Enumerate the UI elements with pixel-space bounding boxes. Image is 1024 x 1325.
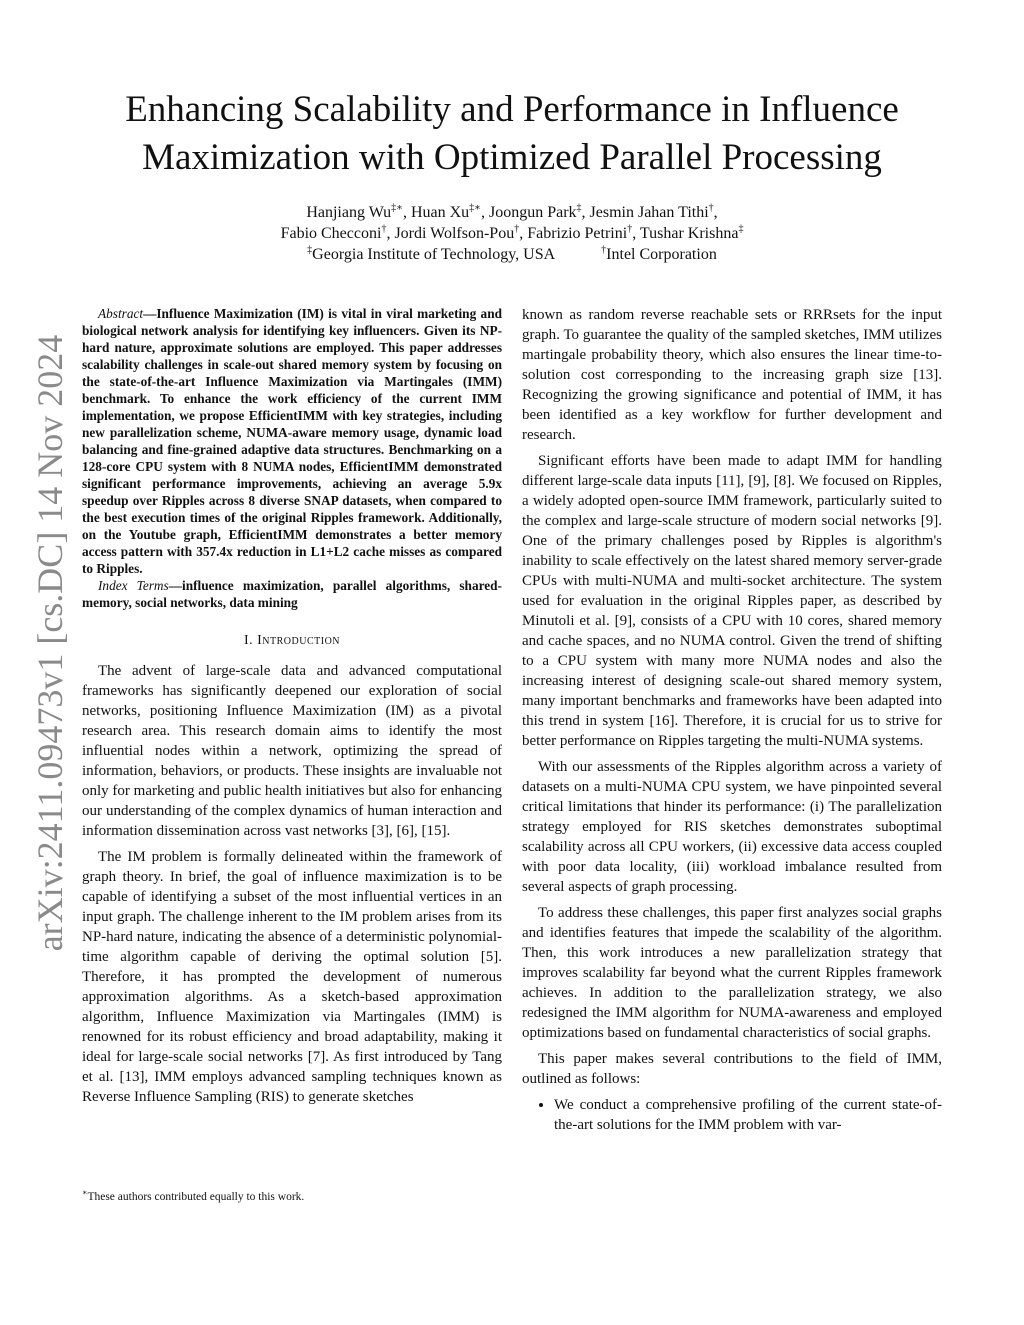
author-name: Fabrizio Petrini bbox=[527, 225, 628, 242]
author-mark: ‡ bbox=[576, 202, 582, 214]
intro-paragraph-5: With our assessments of the Ripples algorithm across a variety of datasets on a multi-NUMA CPU system, we have pinpointed several critical limitations that hinder its performance: (i) The parallelization strategy employed for RIS sketches demonstrates suboptimal scalability across all CPU workers, (ii) excessive data access coupled with poor data locality, (iii) workload imbalance resulted from several aspects of graph processing. bbox=[522, 759, 942, 895]
abstract bbox=[82, 305, 502, 577]
index-terms bbox=[82, 577, 502, 611]
left-column bbox=[82, 305, 502, 1107]
paper-title: Enhancing Scalability and Performance in Influence Maximization with Optimized Parallel Processing bbox=[125, 89, 899, 178]
footnote-text: These authors contributed equally to this work. bbox=[87, 1190, 305, 1203]
author-name: Fabio Checconi bbox=[280, 225, 382, 242]
author-mark: † bbox=[381, 223, 387, 235]
author-name: Joongun Park bbox=[488, 204, 577, 221]
section-heading: I. Introduction bbox=[243, 633, 341, 648]
footnote-mark: ∗ bbox=[82, 1188, 88, 1197]
footnote bbox=[82, 1186, 502, 1204]
abstract-text: —Influence Maximization (IM) is vital in viral marketing and biological network analysis for identifying key influencers. Given its NP-hard nature, approximate solutions are employed. This paper addresses scalability challenges in scale-out shared memory system by focusing on the state-of-the-art Influence Maximization via Martingales (IMM) benchmark. To enhance the work efficiency of the current IMM implementation, we propose EfficientIMM with key strategies, including new parallelization scheme, NUMA-aware memory usage, dynamic load balancing and fine-grained adaptive data structures. Benchmarking on a 128-core CPU system with 8 NUMA nodes, EfficientIMM demonstrated significant performance improvements, achieving an average 5.9x speedup over Ripples across 8 diverse SNAP datasets, when compared to the best execution times of the original Ripples framework. Additionally, on the Youtube graph, EfficientIMM demonstrates a better memory access pattern with 357.4x reduction in L1+L2 cache misses as compared to Ripples. bbox=[82, 306, 502, 576]
author-mark: ‡∗ bbox=[469, 202, 481, 214]
index-terms-text: —influence maximization, parallel algorithms, shared-memory, social networks, data mining bbox=[82, 578, 502, 610]
intro-paragraph-7: This paper makes several contributions to the field of IMM, outlined as follows: bbox=[522, 1051, 942, 1087]
affiliation-name: Intel Corporation bbox=[606, 246, 717, 263]
arxiv-identifier: arXiv:2411.09473v1 [cs.DC] 14 Nov 2024 bbox=[30, 334, 70, 952]
contribution-list bbox=[522, 1095, 942, 1135]
affiliation-name: Georgia Institute of Technology, USA bbox=[312, 246, 556, 263]
author-mark: † bbox=[708, 202, 714, 214]
index-terms-label: Index Terms bbox=[98, 578, 169, 593]
affiliation-mark: ‡ bbox=[307, 244, 313, 256]
affiliation-mark: † bbox=[601, 244, 607, 256]
author-mark: † bbox=[514, 223, 520, 235]
intro-paragraph-2: The IM problem is formally delineated within the framework of graph theory. In brief, the goal of influence maximization is to be capable of identifying a subset of the most influential vertices in an input graph. The challenge inherent to the IM problem arises from its NP-hard nature, indicating the absence of a deterministic polynomial-time algorithm capable of deriving the optimal solution [5]. Therefore, it has prompted the development of numerous approximation algorithms. As a sketch-based approximation algorithm, Influence Maximization via Martingales (IMM) is renowned for its robust efficiency and broad adaptability, making it ideal for large-scale social networks [7]. As first introduced by Tang et al. [13], IMM employs advanced sampling techniques known as Reverse Influence Sampling (RIS) to generate sketches bbox=[82, 849, 502, 1105]
intro-paragraph-4: Significant efforts have been made to adapt IMM for handling different large-scale data inputs [11], [9], [8]. We focused on Ripples, a widely adopted open-source IMM framework, particularly suited to the complex and large-scale structure of modern social networks [9]. One of the primary challenges posed by Ripples is algorithm's inability to scale effectively on the latest shared memory server-grade CPUs with multi-NUMA and multi-socket architecture. The system used for evaluation in the original Ripples paper, as described by Minutoli et al. [9], consists of a CPU with 10 cores, shared memory and cache spaces, and no NUMA control. Given the trend of shifting to a CPU system with many more NUMA nodes and also the increasing interest of designing scale-out shared memory system, many important benchmarks and frameworks have been adapted into this trend in system [16]. Therefore, it is crucial for us to strive for better performance on Ripples targeting the multi-NUMA systems. bbox=[522, 453, 942, 749]
author-name: Hanjiang Wu bbox=[306, 204, 392, 221]
abstract-label: Abstract bbox=[98, 306, 144, 321]
intro-paragraph-6: To address these challenges, this paper first analyzes social graphs and identifies features that impede the scalability of the algorithm. Then, this work introduces a new parallelization strategy that improves scalability far beyond what the current Ripples framework achieves. In addition to the parallelization strategy, we also redesigned the IMM algorithm for NUMA-awareness and employed optimizations based on fundamental characteristics of social graphs. bbox=[522, 905, 942, 1041]
author-mark: ‡ bbox=[738, 223, 744, 235]
author-mark: ‡∗ bbox=[391, 202, 403, 214]
author-name: Jordi Wolfson-Pou bbox=[394, 225, 515, 242]
intro-paragraph-1: The advent of large-scale data and advanced computational frameworks has significantly deepened our exploration of social networks, positioning Influence Maximization (IM) as a pivotal research area. This research domain aims to identify the most influential nodes within a network, optimizing the spread of information, behaviors, or products. These insights are invaluable not only for marketing and public health initiatives but also for enhancing our understanding of the complex dynamics of human interaction and information dissemination across vast networks [3], [6], [15]. bbox=[82, 663, 502, 839]
right-column bbox=[522, 305, 942, 1135]
arxiv-watermark bbox=[22, 334, 78, 952]
intro-paragraph-3: known as random reverse reachable sets or RRRsets for the input graph. To guarantee the quality of the sampled sketches, IMM utilizes martingale probability theory, which also ensures the linear time-to-solution cost corresponding to the increasing graph size [13]. Recognizing the growing significance and potential of IMM, it has been identified as a key workflow for further development and research. bbox=[522, 307, 942, 443]
author-line-2: Fabio Checconi†, Jordi Wolfson-Pou†, Fabrizio Petrini†, Tushar Krishna‡ bbox=[280, 223, 744, 242]
affiliations bbox=[60, 244, 964, 265]
author-mark: † bbox=[627, 223, 633, 235]
list-item: • We conduct a comprehensive profiling of the current state-of-the-art solutions for the IMM problem with var- bbox=[554, 1095, 942, 1135]
author-name: Tushar Krishna bbox=[639, 225, 739, 242]
author-line-1: Hanjiang Wu‡∗, Huan Xu‡∗, Joongun Park‡, Jesmin Jahan Tithi†, bbox=[306, 202, 718, 221]
author-name: Huan Xu bbox=[410, 204, 470, 221]
author-name: Jesmin Jahan Tithi bbox=[589, 204, 709, 221]
author-block bbox=[60, 202, 964, 265]
